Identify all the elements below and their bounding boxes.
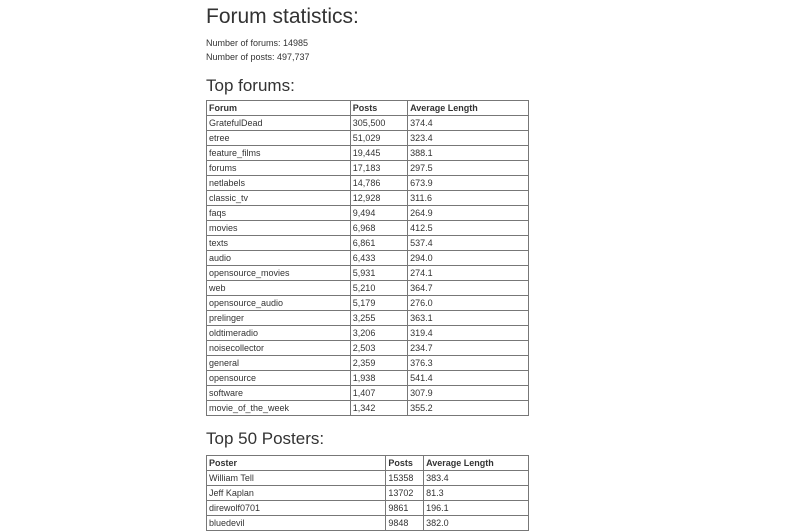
average-length-cell: 319.4 xyxy=(408,326,529,341)
average-length-cell: 673.9 xyxy=(408,176,529,191)
average-length-cell: 323.4 xyxy=(408,131,529,146)
column-header-posts: Posts xyxy=(350,101,407,116)
posts-cell: 6,433 xyxy=(350,251,407,266)
column-header-average-length: Average Length xyxy=(408,101,529,116)
table-row xyxy=(207,386,529,401)
poster-name-cell: William Tell xyxy=(207,471,386,486)
table-row xyxy=(207,236,529,251)
average-length-cell: 264.9 xyxy=(408,206,529,221)
table-row xyxy=(207,356,529,371)
forum-name-cell: software xyxy=(207,386,351,401)
table-row xyxy=(207,371,529,386)
table-row xyxy=(207,116,529,131)
posts-cell: 12,928 xyxy=(350,191,407,206)
page-title: Forum statistics: xyxy=(206,5,359,28)
table-row xyxy=(207,516,529,531)
posts-cell: 2,503 xyxy=(350,341,407,356)
stats-summary xyxy=(206,36,546,64)
posts-cell: 1,342 xyxy=(350,401,407,416)
average-length-cell: 388.1 xyxy=(408,146,529,161)
posts-cell: 9861 xyxy=(386,501,424,516)
table-row xyxy=(207,206,529,221)
average-length-cell: 541.4 xyxy=(408,371,529,386)
top-forums-table xyxy=(206,100,529,416)
average-length-cell: 274.1 xyxy=(408,266,529,281)
table-row xyxy=(207,471,529,486)
posts-cell: 1,407 xyxy=(350,386,407,401)
average-length-cell: 81.3 xyxy=(424,486,529,501)
average-length-cell: 355.2 xyxy=(408,401,529,416)
posts-cell: 19,445 xyxy=(350,146,407,161)
column-header-average-length: Average Length xyxy=(424,456,529,471)
top-posters-table xyxy=(206,455,529,531)
average-length-cell: 374.4 xyxy=(408,116,529,131)
table-row xyxy=(207,266,529,281)
average-length-cell: 297.5 xyxy=(408,161,529,176)
posts-cell: 5,179 xyxy=(350,296,407,311)
table-row xyxy=(207,176,529,191)
average-length-cell: 537.4 xyxy=(408,236,529,251)
posts-cell: 5,210 xyxy=(350,281,407,296)
top-posters-heading: Top 50 Posters: xyxy=(206,429,325,448)
average-length-cell: 363.1 xyxy=(408,311,529,326)
average-length-cell: 234.7 xyxy=(408,341,529,356)
average-length-cell: 382.0 xyxy=(424,516,529,531)
column-header-poster: Poster xyxy=(207,456,386,471)
poster-name-cell: Jeff Kaplan xyxy=(207,486,386,501)
posts-cell: 6,968 xyxy=(350,221,407,236)
forum-name-cell: texts xyxy=(207,236,351,251)
table-row xyxy=(207,191,529,206)
table-row xyxy=(207,161,529,176)
posts-cell: 17,183 xyxy=(350,161,407,176)
posts-cell: 6,861 xyxy=(350,236,407,251)
average-length-cell: 196.1 xyxy=(424,501,529,516)
average-length-cell: 383.4 xyxy=(424,471,529,486)
table-row xyxy=(207,341,529,356)
forum-name-cell: prelinger xyxy=(207,311,351,326)
posts-cell: 3,255 xyxy=(350,311,407,326)
forum-name-cell: faqs xyxy=(207,206,351,221)
forum-name-cell: audio xyxy=(207,251,351,266)
forums-count: Number of forums: 14985 xyxy=(206,38,309,48)
forum-name-cell: classic_tv xyxy=(207,191,351,206)
posts-cell: 305,500 xyxy=(350,116,407,131)
forum-name-cell: GratefulDead xyxy=(207,116,351,131)
posts-cell: 5,931 xyxy=(350,266,407,281)
average-length-cell: 276.0 xyxy=(408,296,529,311)
table-header-row xyxy=(207,101,529,116)
posts-cell: 14,786 xyxy=(350,176,407,191)
table-row xyxy=(207,486,529,501)
posts-count: Number of posts: 497,737 xyxy=(206,52,310,62)
top-forums-heading: Top forums: xyxy=(206,76,295,95)
posts-cell: 9848 xyxy=(386,516,424,531)
table-row xyxy=(207,501,529,516)
posts-cell: 9,494 xyxy=(350,206,407,221)
table-row xyxy=(207,251,529,266)
average-length-cell: 307.9 xyxy=(408,386,529,401)
posts-cell: 3,206 xyxy=(350,326,407,341)
forum-name-cell: etree xyxy=(207,131,351,146)
table-header-row xyxy=(207,456,529,471)
poster-name-cell: direwolf0701 xyxy=(207,501,386,516)
posts-cell: 15358 xyxy=(386,471,424,486)
table-row xyxy=(207,326,529,341)
forum-statistics-page xyxy=(206,0,546,531)
forum-name-cell: oldtimeradio xyxy=(207,326,351,341)
poster-name-cell: bluedevil xyxy=(207,516,386,531)
forum-name-cell: opensource xyxy=(207,371,351,386)
average-length-cell: 364.7 xyxy=(408,281,529,296)
table-row xyxy=(207,296,529,311)
forum-name-cell: netlabels xyxy=(207,176,351,191)
table-row xyxy=(207,146,529,161)
table-row xyxy=(207,281,529,296)
forum-name-cell: forums xyxy=(207,161,351,176)
posts-cell: 2,359 xyxy=(350,356,407,371)
posts-cell: 13702 xyxy=(386,486,424,501)
average-length-cell: 376.3 xyxy=(408,356,529,371)
forum-name-cell: general xyxy=(207,356,351,371)
average-length-cell: 294.0 xyxy=(408,251,529,266)
average-length-cell: 311.6 xyxy=(408,191,529,206)
forum-name-cell: movies xyxy=(207,221,351,236)
forum-name-cell: movie_of_the_week xyxy=(207,401,351,416)
forum-name-cell: noisecollector xyxy=(207,341,351,356)
forum-name-cell: opensource_audio xyxy=(207,296,351,311)
table-row xyxy=(207,401,529,416)
column-header-forum: Forum xyxy=(207,101,351,116)
table-row xyxy=(207,311,529,326)
column-header-posts: Posts xyxy=(386,456,424,471)
posts-cell: 51,029 xyxy=(350,131,407,146)
forum-name-cell: opensource_movies xyxy=(207,266,351,281)
table-row xyxy=(207,131,529,146)
average-length-cell: 412.5 xyxy=(408,221,529,236)
forum-name-cell: web xyxy=(207,281,351,296)
forum-name-cell: feature_films xyxy=(207,146,351,161)
table-row xyxy=(207,221,529,236)
posts-cell: 1,938 xyxy=(350,371,407,386)
